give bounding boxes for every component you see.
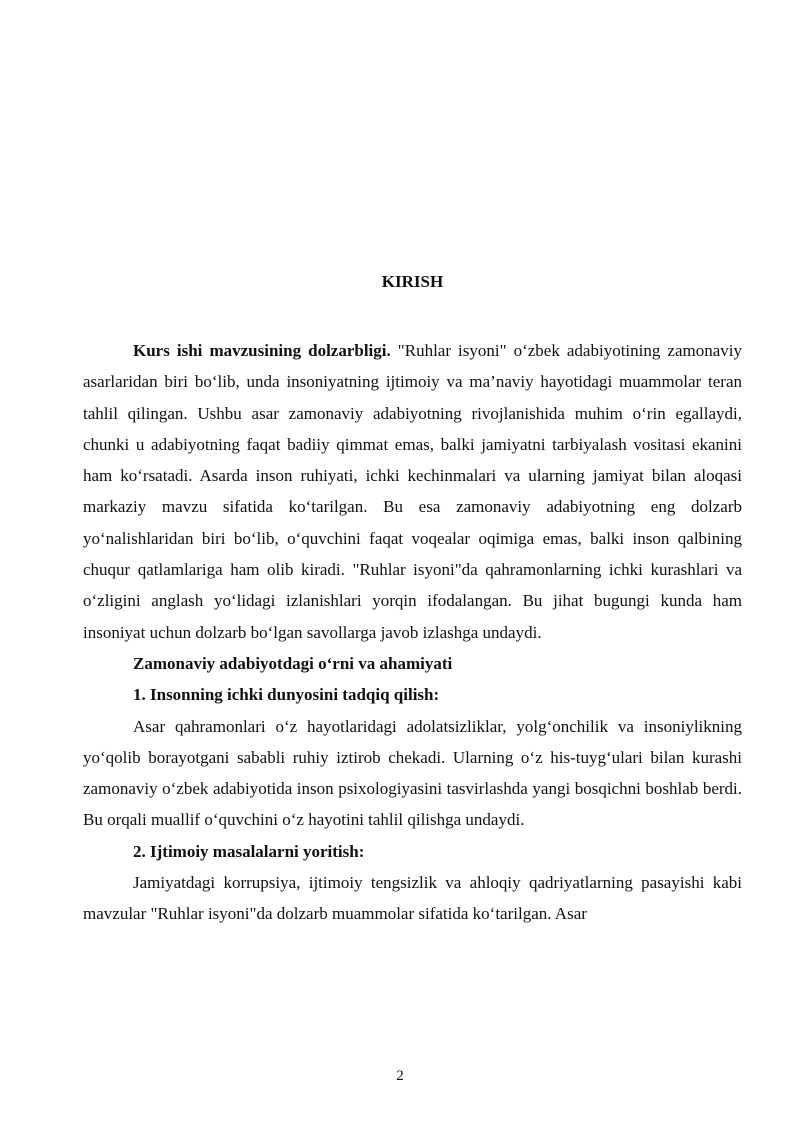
item1-paragraph: Asar qahramonlari o‘z hayotlaridagi adolatsizliklar, yolg‘onchilik va insoniylikning yo‘qolib borayotgani sababli ruhiy iztirob chekadi. Ularning o‘z his-tuyg‘ulari bilan kurashi zamonaviy o‘zbek adabiyotida inson psixologiyasini tasvirlashda yangi bosqichni boshlab berdi. Bu orqali muallif o‘quvchini o‘z hayotini tahlil qilishga undaydi. — [83, 716, 742, 830]
document-body — [83, 335, 742, 930]
intro-lead: Kurs ishi mavzusining dolzarbligi. — [133, 341, 391, 360]
page-heading: KIRISH — [381, 272, 444, 291]
item2-title: 2. Ijtimoiy masalalarni yoritish: — [133, 841, 365, 861]
intro-paragraph — [83, 335, 742, 648]
page-number: 2 — [396, 1068, 404, 1084]
section-title: Zamonaviy adabiyotdagi o‘rni va ahamiyati — [133, 653, 453, 673]
intro-text: "Ruhlar isyoni" o‘zbek adabiyotining zamonaviy asarlaridan biri bo‘lib, unda insoniyatning ijtimoiy va ma’naviy hayotidagi muammolar teran tahlil qilingan. Ushbu asar zamonaviy adabiyotning rivojlanishida muhim o‘rin egallaydi, chunki u adabiyotning faqat badiiy qimmat emas, balki jamiyatni tarbiyalash vositasi ekanini ham ko‘rsatadi. Asarda inson ruhiyati, ichki kechinmalari va ularning jamiyat bilan aloqasi markaziy mavzu sifatida ko‘tarilgan. Bu esa zamonaviy adabiyotning eng dolzarb yo‘nalishlaridan biri bo‘lib, o‘quvchini faqat voqealar oqimiga emas, balki inson qalbining chuqur qatlamlariga ham olib kiradi. "Ruhlar isyoni"da qahramonlarning ichki kurashlari va o‘zligini anglash yo‘lidagi izlanishlari yorqin ifodalangan. Bu jihat bugungi kunda ham insoniyat uchun dolzarb bo‘lgan savollarga javob izlashga undaydi. — [83, 341, 742, 642]
item2-paragraph: Jamiyatdagi korrupsiya, ijtimoiy tengsizlik va ahloqiy qadriyatlarning pasayishi kabi mavzular "Ruhlar isyoni"da dolzarb muammolar sifatida ko‘tarilgan. Asar — [83, 873, 742, 924]
item1-title: 1. Insonning ichki dunyosini tadqiq qilish: — [133, 685, 440, 705]
